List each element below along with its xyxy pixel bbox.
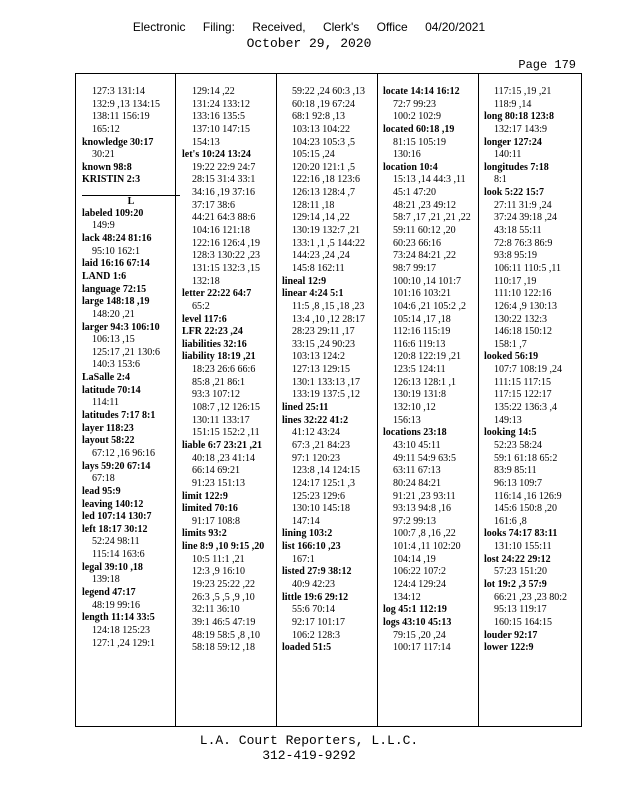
index-citation: 97:1 120:23 bbox=[292, 452, 341, 464]
index-citation: 49:11 54:9 63:5 bbox=[393, 452, 456, 464]
index-citation: 112:16 115:19 bbox=[393, 326, 451, 338]
index-entry: linear 4:24 5:1 bbox=[282, 288, 344, 300]
index-citation: 104:23 105:3 ,5 bbox=[292, 136, 356, 148]
index-citation: 67:12 ,16 96:16 bbox=[92, 447, 156, 459]
index-entry: lineal 12:9 bbox=[282, 275, 327, 287]
index-citation: 122:16 ,18 123:6 bbox=[292, 174, 361, 186]
index-citation: 13:4 ,10 ,12 28:17 bbox=[292, 313, 366, 325]
index-entry: liability 18:19 ,21 bbox=[182, 351, 256, 363]
index-entry: large 148:18 ,19 bbox=[82, 296, 150, 308]
index-entry: knowledge 30:17 bbox=[82, 136, 154, 148]
index-citation: 40:9 42:23 bbox=[292, 578, 336, 590]
index-citation: 117:15 122:17 bbox=[494, 389, 552, 401]
index-citation: 124:18 125:23 bbox=[92, 624, 151, 636]
index-citation: 58:18 59:12 ,18 bbox=[192, 642, 256, 654]
index-citation: 130:10 145:18 bbox=[292, 503, 351, 515]
index-citation: 10:5 11:1 ,21 bbox=[192, 553, 245, 565]
index-citation: 26:3 ,5 ,5 ,9 ,10 bbox=[192, 591, 255, 603]
index-citation: 130:11 133:17 bbox=[192, 414, 250, 426]
index-citation: 8:1 bbox=[494, 174, 507, 186]
index-entry: located 60:18 ,19 bbox=[383, 123, 455, 135]
column-divider bbox=[175, 74, 176, 726]
index-citation: 104:14 ,19 bbox=[393, 553, 436, 565]
index-citation: 114:11 bbox=[92, 397, 120, 409]
index-citation: 106:13 ,15 bbox=[92, 334, 135, 346]
index-entry: line 8:9 ,10 9:15 ,20 bbox=[182, 541, 265, 553]
index-citation: 123:8 ,14 124:15 bbox=[292, 465, 361, 477]
index-citation: 127:13 129:15 bbox=[292, 364, 351, 376]
filing-word: Clerk's bbox=[322, 20, 360, 34]
index-citation: 27:11 31:9 ,24 bbox=[494, 199, 552, 211]
index-citation: 128:11 ,18 bbox=[292, 199, 335, 211]
filing-stamp bbox=[0, 20, 618, 34]
index-citation: 97:2 99:13 bbox=[393, 515, 437, 527]
index-citation: 137:10 147:15 bbox=[192, 123, 251, 135]
filing-word: Filing: bbox=[202, 20, 235, 34]
index-citation: 11:5 ,8 ,15 ,18 ,23 bbox=[292, 300, 365, 312]
index-entry: liabilities 32:16 bbox=[182, 338, 247, 350]
index-entry: lot 19:2 ,3 57:9 bbox=[484, 578, 547, 590]
index-citation: 156:13 bbox=[393, 414, 421, 426]
index-citation: 48:19 58:5 ,8 ,10 bbox=[192, 629, 261, 641]
index-citation: 130:16 bbox=[393, 149, 421, 161]
index-citation: 67:3 ,21 84:23 bbox=[292, 439, 351, 451]
index-citation: 129:14 ,22 bbox=[192, 86, 235, 97]
filing-date: 04/20/2021 bbox=[425, 20, 486, 34]
index-citation: 92:17 101:17 bbox=[292, 616, 346, 628]
index-citation: 125:17 ,21 130:6 bbox=[92, 346, 161, 358]
index-citation: 52:23 58:24 bbox=[494, 439, 543, 451]
index-citation: 107:7 108:19 ,24 bbox=[494, 364, 563, 376]
index-citation: 132:10 ,12 bbox=[393, 402, 436, 414]
index-entry: led 107:14 130:7 bbox=[82, 511, 152, 523]
index-citation: 130:1 133:13 ,17 bbox=[292, 376, 361, 388]
index-citation: 103:13 124:2 bbox=[292, 351, 346, 363]
index-entry: LAND 1:6 bbox=[82, 270, 127, 282]
index-citation: 106:22 107:2 bbox=[393, 566, 447, 578]
index-entry: LaSalle 2:4 bbox=[82, 372, 131, 384]
index-citation: 116:14 ,16 126:9 bbox=[494, 490, 562, 502]
index-entry: location 10:4 bbox=[383, 161, 438, 173]
index-citation: 65:2 bbox=[192, 300, 210, 312]
index-citation: 73:24 84:21 ,22 bbox=[393, 250, 457, 262]
index-entry: level 117:6 bbox=[182, 313, 227, 325]
index-citation: 37:24 39:18 ,24 bbox=[494, 212, 558, 224]
index-citation: 130:19 131:8 bbox=[393, 389, 447, 401]
index-entry: layer 118:23 bbox=[82, 422, 134, 434]
index-citation: 85:8 ,21 86:1 bbox=[192, 376, 246, 388]
index-entry: looking 14:5 bbox=[484, 427, 537, 439]
index-citation: 126:4 ,9 130:13 bbox=[494, 300, 558, 312]
index-citation: 68:1 92:8 ,13 bbox=[292, 111, 346, 123]
index-entry: layout 58:22 bbox=[82, 435, 135, 447]
index-citation: 98:7 99:17 bbox=[393, 262, 437, 274]
index-citation: 66:21 ,23 ,23 80:2 bbox=[494, 591, 568, 603]
index-citation: 101:4 ,11 102:20 bbox=[393, 541, 461, 553]
index-entry: lining 103:2 bbox=[282, 528, 333, 540]
index-entry: labeled 109:20 bbox=[82, 207, 144, 219]
index-citation: 66:14 69:21 bbox=[192, 465, 241, 477]
index-citation: 34:16 ,19 37:16 bbox=[192, 187, 256, 199]
index-citation: 122:16 126:4 ,19 bbox=[192, 237, 261, 249]
index-entry: look 5:22 15:7 bbox=[484, 187, 544, 199]
index-citation: 43:10 45:11 bbox=[393, 439, 441, 451]
index-citation: 145:6 150:8 ,20 bbox=[494, 503, 558, 515]
index-citation: 60:23 66:16 bbox=[393, 237, 442, 249]
index-citation: 120:20 121:1 ,5 bbox=[292, 161, 356, 173]
index-entry: KRISTIN 2:3 bbox=[82, 174, 141, 186]
index-citation: 106:2 128:3 bbox=[292, 629, 341, 641]
index-entry: lack 48:24 81:16 bbox=[82, 233, 152, 245]
index-citation: 91:17 108:8 bbox=[192, 515, 241, 527]
index-citation: 161:6 ,8 bbox=[494, 515, 527, 527]
index-citation: 160:15 164:15 bbox=[494, 616, 553, 628]
index-citation: 103:13 104:22 bbox=[292, 123, 351, 135]
index-citation: 100:10 ,14 101:7 bbox=[393, 275, 462, 287]
index-citation: 48:19 99:16 bbox=[92, 599, 141, 611]
index-entry: logs 43:10 45:13 bbox=[383, 616, 452, 628]
index-citation: 106:11 110:5 ,11 bbox=[494, 262, 561, 274]
index-citation: 111:15 117:15 bbox=[494, 376, 551, 388]
index-entry: LFR 22:23 ,24 bbox=[182, 326, 243, 338]
index-entry: looks 74:17 83:11 bbox=[484, 528, 558, 540]
index-box bbox=[75, 73, 582, 727]
index-citation: 125:23 129:6 bbox=[292, 490, 346, 502]
index-citation: 80:24 84:21 bbox=[393, 477, 442, 489]
index-citation: 48:21 ,23 49:12 bbox=[393, 199, 457, 211]
index-citation: 131:10 155:11 bbox=[494, 541, 552, 553]
index-citation: 140:11 bbox=[494, 149, 522, 161]
index-citation: 118:9 ,14 bbox=[494, 98, 532, 110]
index-citation: 146:18 150:12 bbox=[494, 326, 553, 338]
index-entry: known 98:8 bbox=[82, 161, 132, 173]
index-citation: 28:23 29:11 ,17 bbox=[292, 326, 355, 338]
index-citation: 126:13 128:1 ,1 bbox=[393, 376, 457, 388]
index-entry: louder 92:17 bbox=[484, 629, 538, 641]
index-column bbox=[82, 86, 180, 650]
index-citation: 93:13 94:8 ,16 bbox=[393, 503, 452, 515]
index-citation: 167:1 bbox=[292, 553, 315, 565]
index-citation: 100:17 117:14 bbox=[393, 642, 451, 654]
index-citation: 123:5 124:11 bbox=[393, 364, 446, 376]
index-entry: limit 122:9 bbox=[182, 490, 228, 502]
index-citation: 15:13 ,14 44:3 ,11 bbox=[393, 174, 466, 186]
index-entry: longer 127:24 bbox=[484, 136, 542, 148]
index-citation: 59:1 61:18 65:2 bbox=[494, 452, 558, 464]
index-citation: 59:22 ,24 60:3 ,13 bbox=[292, 86, 366, 97]
index-citation: 58:7 ,17 ,21 ,21 ,22 bbox=[393, 212, 471, 224]
index-citation: 79:15 ,20 ,24 bbox=[393, 629, 446, 641]
column-divider bbox=[478, 74, 479, 726]
index-citation: 127:1 ,24 129:1 bbox=[92, 637, 156, 649]
index-entry: lays 59:20 67:14 bbox=[82, 460, 151, 472]
index-citation: 127:3 131:14 bbox=[92, 86, 146, 97]
index-citation: 115:14 163:6 bbox=[92, 549, 145, 561]
index-entry: lined 25:11 bbox=[282, 402, 329, 414]
index-citation: 148:20 ,21 bbox=[92, 308, 135, 320]
index-citation: 111:10 122:16 bbox=[494, 288, 552, 300]
index-citation: 57:23 151:20 bbox=[494, 566, 548, 578]
index-citation: 117:15 ,19 ,21 bbox=[494, 86, 552, 97]
index-citation: 55:6 70:14 bbox=[292, 604, 336, 616]
index-entry: larger 94:3 106:10 bbox=[82, 321, 160, 333]
spacer bbox=[82, 187, 180, 193]
index-citation: 158:1 ,7 bbox=[494, 338, 527, 350]
index-citation: 39:1 46:5 47:19 bbox=[192, 616, 256, 628]
index-citation: 131:24 133:12 bbox=[192, 98, 251, 110]
index-entry: let's 10:24 13:24 bbox=[182, 149, 251, 161]
index-citation: 67:18 bbox=[92, 473, 115, 485]
index-citation: 104:16 121:18 bbox=[192, 225, 251, 237]
index-citation: 138:11 156:19 bbox=[92, 111, 150, 123]
index-citation: 140:3 153:6 bbox=[92, 359, 141, 371]
index-citation: 32:11 36:10 bbox=[192, 604, 240, 616]
index-citation: 132:18 bbox=[192, 275, 220, 287]
index-entry: length 11:14 33:5 bbox=[82, 612, 155, 624]
index-citation: 30:21 bbox=[92, 149, 115, 161]
index-citation: 45:1 47:20 bbox=[393, 187, 437, 199]
court-reporter-phone: 312-419-9292 bbox=[262, 748, 356, 763]
index-entry: locate 14:14 16:12 bbox=[383, 86, 460, 97]
index-citation: 101:16 103:21 bbox=[393, 288, 452, 300]
index-citation: 124:4 129:24 bbox=[393, 578, 447, 590]
index-citation: 130:22 132:3 bbox=[494, 313, 548, 325]
index-citation: 83:9 85:11 bbox=[494, 465, 537, 477]
index-citation: 147:14 bbox=[292, 515, 320, 527]
transcript-date: October 29, 2020 bbox=[246, 36, 372, 51]
index-citation: 81:15 105:19 bbox=[393, 136, 447, 148]
index-citation: 72:8 76:3 86:9 bbox=[494, 237, 553, 249]
index-citation: 44:21 64:3 88:6 bbox=[192, 212, 256, 224]
index-column bbox=[282, 86, 380, 655]
index-entry: liable 6:7 23:21 ,21 bbox=[182, 439, 262, 451]
index-entry: latitude 70:14 bbox=[82, 384, 141, 396]
page-number: Page 179 bbox=[518, 58, 576, 72]
index-citation: 52:24 98:11 bbox=[92, 536, 140, 548]
index-citation: 33:15 ,24 90:23 bbox=[292, 338, 356, 350]
index-entry: list 166:10 ,23 bbox=[282, 541, 341, 553]
index-entry: lines 32:22 41:2 bbox=[282, 414, 349, 426]
index-citation: 133:16 135:5 bbox=[192, 111, 246, 123]
index-entry: latitudes 7:17 8:1 bbox=[82, 410, 156, 422]
index-citation: 144:23 ,24 ,24 bbox=[292, 250, 350, 262]
index-citation: 130:19 132:7 ,21 bbox=[292, 225, 361, 237]
index-citation: 63:11 67:13 bbox=[393, 465, 441, 477]
index-citation: 104:6 ,21 105:2 ,2 bbox=[393, 300, 467, 312]
index-citation: 96:13 109:7 bbox=[494, 477, 543, 489]
index-citation: 149:13 bbox=[494, 414, 522, 426]
index-entry: left 18:17 30:12 bbox=[82, 523, 148, 535]
index-citation: 93:8 95:19 bbox=[494, 250, 538, 262]
filing-word: Electronic bbox=[132, 20, 186, 34]
index-citation: 134:12 bbox=[393, 591, 421, 603]
index-entry: long 80:18 123:8 bbox=[484, 111, 554, 123]
court-reporter-name: L.A. Court Reporters, L.L.C. bbox=[199, 733, 419, 748]
index-citation: 19:23 25:22 ,22 bbox=[192, 578, 256, 590]
index-entry: little 19:6 29:12 bbox=[282, 591, 349, 603]
index-column bbox=[383, 86, 481, 655]
index-citation: 100:2 102:9 bbox=[393, 111, 442, 123]
filing-word: Office bbox=[376, 20, 408, 34]
index-citation: 124:17 125:1 ,3 bbox=[292, 477, 356, 489]
index-entry: legend 47:17 bbox=[82, 586, 136, 598]
index-citation: 40:18 ,23 41:14 bbox=[192, 452, 256, 464]
index-citation: 91:23 151:13 bbox=[192, 477, 246, 489]
index-entry: limits 93:2 bbox=[182, 528, 227, 540]
index-citation: 37:17 38:6 bbox=[192, 199, 236, 211]
index-entry: locations 23:18 bbox=[383, 427, 447, 439]
index-citation: 165:12 bbox=[92, 123, 120, 135]
index-citation: 43:18 55:11 bbox=[494, 225, 542, 237]
column-divider bbox=[377, 74, 378, 726]
index-entry: lost 24:22 29:12 bbox=[484, 553, 551, 565]
index-citation: 145:8 162:11 bbox=[292, 262, 345, 274]
index-citation: 18:23 26:6 66:6 bbox=[192, 364, 256, 376]
index-citation: 91:21 ,23 93:11 bbox=[393, 490, 456, 502]
index-citation: 72:7 99:23 bbox=[393, 98, 437, 110]
index-entry: lower 122:9 bbox=[484, 642, 534, 654]
index-citation: 95:10 162:1 bbox=[92, 245, 141, 257]
index-entry: letter 22:22 64:7 bbox=[182, 288, 252, 300]
index-entry: looked 56:19 bbox=[484, 351, 539, 363]
index-citation: 95:13 119:17 bbox=[494, 604, 547, 616]
index-citation: 133:1 ,1 ,5 144:22 bbox=[292, 237, 366, 249]
index-citation: 154:13 bbox=[192, 136, 220, 148]
index-citation: 59:11 60:12 ,20 bbox=[393, 225, 456, 237]
index-citation: 41:12 43:24 bbox=[292, 427, 341, 439]
index-citation: 149:9 bbox=[92, 220, 115, 232]
index-citation: 108:7 ,12 126:15 bbox=[192, 402, 261, 414]
letter-heading: L bbox=[82, 195, 180, 208]
index-citation: 105:15 ,24 bbox=[292, 149, 335, 161]
index-entry: limited 70:16 bbox=[182, 503, 238, 515]
index-citation: 120:8 122:19 ,21 bbox=[393, 351, 462, 363]
index-citation: 132:17 143:9 bbox=[494, 123, 548, 135]
index-entry: leaving 140:12 bbox=[82, 498, 144, 510]
index-citation: 93:3 107:12 bbox=[192, 389, 241, 401]
index-citation: 151:15 152:2 ,11 bbox=[192, 427, 260, 439]
index-citation: 19:22 22:9 24:7 bbox=[192, 161, 256, 173]
index-citation: 126:13 128:4 ,7 bbox=[292, 187, 356, 199]
index-citation: 105:14 ,17 ,18 bbox=[393, 313, 451, 325]
filing-word: Received, bbox=[252, 20, 306, 34]
index-column bbox=[484, 86, 582, 655]
column-divider bbox=[276, 74, 277, 726]
index-citation: 139:18 bbox=[92, 574, 120, 586]
index-citation: 110:17 ,19 bbox=[494, 275, 537, 287]
index-citation: 131:15 132:3 ,15 bbox=[192, 262, 261, 274]
index-citation: 28:15 31:4 33:1 bbox=[192, 174, 256, 186]
index-entry: longitudes 7:18 bbox=[484, 161, 549, 173]
index-citation: 132:9 ,13 134:15 bbox=[92, 98, 161, 110]
index-column bbox=[182, 86, 280, 655]
index-citation: 133:19 137:5 ,12 bbox=[292, 389, 361, 401]
index-citation: 116:6 119:13 bbox=[393, 338, 446, 350]
index-citation: 100:7 ,8 ,16 ,22 bbox=[393, 528, 456, 540]
index-citation: 12:3 ,9 16:10 bbox=[192, 566, 246, 578]
index-entry: laid 16:16 67:14 bbox=[82, 258, 150, 270]
index-citation: 128:3 130:22 ,23 bbox=[192, 250, 261, 262]
index-entry: log 45:1 112:19 bbox=[383, 604, 447, 616]
index-citation: 135:22 136:3 ,4 bbox=[494, 402, 558, 414]
index-entry: loaded 51:5 bbox=[282, 642, 332, 654]
index-entry: legal 39:10 ,18 bbox=[82, 561, 143, 573]
index-entry: language 72:15 bbox=[82, 283, 147, 295]
index-citation: 129:14 ,14 ,22 bbox=[292, 212, 350, 224]
index-entry: listed 27:9 38:12 bbox=[282, 566, 352, 578]
index-entry: lead 95:9 bbox=[82, 485, 121, 497]
index-citation: 60:18 ,19 67:24 bbox=[292, 98, 356, 110]
